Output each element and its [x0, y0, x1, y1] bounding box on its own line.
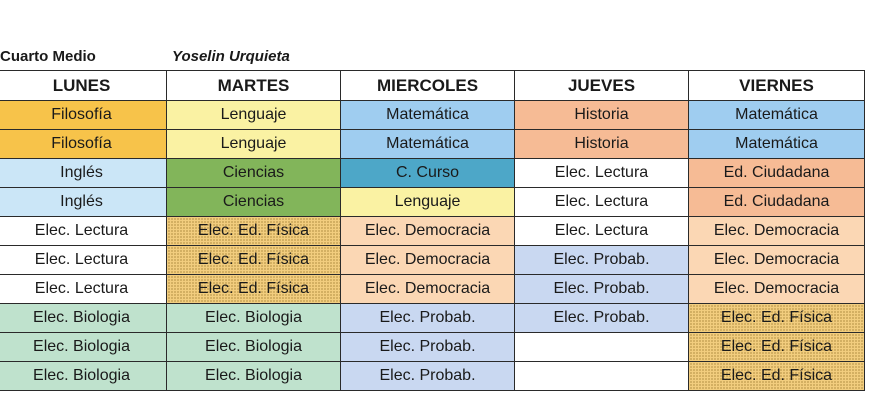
class-cell-tuesday: Elec. Biologia [167, 304, 341, 333]
table-row [0, 362, 865, 391]
class-cell-tuesday: Elec. Ed. Física [167, 246, 341, 275]
table-row [0, 188, 865, 217]
class-cell-friday: Elec. Ed. Física [689, 333, 865, 362]
class-cell-wednesday: Matemática [341, 101, 515, 130]
class-cell-friday: Elec. Ed. Física [689, 304, 865, 333]
class-cell-friday: Elec. Democracia [689, 275, 865, 304]
class-cell-thursday: Elec. Lectura [515, 217, 689, 246]
schedule-table [0, 70, 865, 391]
day-header-tuesday: MARTES [167, 71, 341, 101]
schedule-header [0, 48, 860, 68]
class-cell-tuesday: Elec. Biologia [167, 362, 341, 391]
class-cell-monday: Elec. Biologia [0, 362, 167, 391]
class-cell-thursday: Historia [515, 101, 689, 130]
class-cell-monday: Elec. Lectura [0, 275, 167, 304]
class-cell-thursday: Elec. Probab. [515, 246, 689, 275]
table-row [0, 275, 865, 304]
table-row [0, 333, 865, 362]
class-cell-tuesday: Ciencias [167, 159, 341, 188]
table-row [0, 159, 865, 188]
class-cell-friday: Elec. Ed. Física [689, 362, 865, 391]
table-row [0, 246, 865, 275]
class-cell-friday: Matemática [689, 130, 865, 159]
class-cell-friday: Elec. Democracia [689, 217, 865, 246]
class-cell-monday: Inglés [0, 188, 167, 217]
class-cell-monday: Elec. Lectura [0, 246, 167, 275]
class-cell-tuesday: Ciencias [167, 188, 341, 217]
class-cell-thursday: Elec. Probab. [515, 275, 689, 304]
class-cell-monday: Filosofía [0, 101, 167, 130]
table-row [0, 217, 865, 246]
class-cell-friday: Ed. Ciudadana [689, 188, 865, 217]
class-cell-thursday: Elec. Probab. [515, 304, 689, 333]
day-header-wednesday: MIERCOLES [341, 71, 515, 101]
class-cell-wednesday: C. Curso [341, 159, 515, 188]
class-cell-monday: Elec. Biologia [0, 304, 167, 333]
class-cell-thursday: Elec. Lectura [515, 159, 689, 188]
class-cell-friday: Elec. Democracia [689, 246, 865, 275]
course-name: Cuarto Medio [0, 48, 96, 65]
class-cell-wednesday: Elec. Probab. [341, 362, 515, 391]
table-row [0, 130, 865, 159]
class-cell-wednesday: Lenguaje [341, 188, 515, 217]
student-name: Yoselin Urquieta [172, 48, 290, 65]
day-header-thursday: JUEVES [515, 71, 689, 101]
class-cell-tuesday: Elec. Ed. Física [167, 275, 341, 304]
class-cell-thursday [515, 362, 689, 391]
table-row [0, 304, 865, 333]
day-header-friday: VIERNES [689, 71, 865, 101]
class-cell-tuesday: Elec. Biologia [167, 333, 341, 362]
class-cell-friday: Matemática [689, 101, 865, 130]
class-cell-thursday: Elec. Lectura [515, 188, 689, 217]
class-cell-thursday [515, 333, 689, 362]
class-cell-friday: Ed. Ciudadana [689, 159, 865, 188]
class-cell-tuesday: Lenguaje [167, 130, 341, 159]
class-cell-tuesday: Lenguaje [167, 101, 341, 130]
class-cell-wednesday: Elec. Democracia [341, 275, 515, 304]
class-cell-monday: Inglés [0, 159, 167, 188]
class-cell-wednesday: Elec. Democracia [341, 217, 515, 246]
schedule-body [0, 101, 865, 391]
class-cell-wednesday: Elec. Democracia [341, 246, 515, 275]
class-cell-tuesday: Elec. Ed. Física [167, 217, 341, 246]
class-cell-monday: Filosofía [0, 130, 167, 159]
class-cell-thursday: Historia [515, 130, 689, 159]
class-cell-wednesday: Matemática [341, 130, 515, 159]
table-row [0, 101, 865, 130]
day-header-monday: LUNES [0, 71, 167, 101]
day-header-row [0, 71, 865, 101]
class-cell-monday: Elec. Biologia [0, 333, 167, 362]
class-cell-wednesday: Elec. Probab. [341, 304, 515, 333]
class-cell-monday: Elec. Lectura [0, 217, 167, 246]
class-cell-wednesday: Elec. Probab. [341, 333, 515, 362]
